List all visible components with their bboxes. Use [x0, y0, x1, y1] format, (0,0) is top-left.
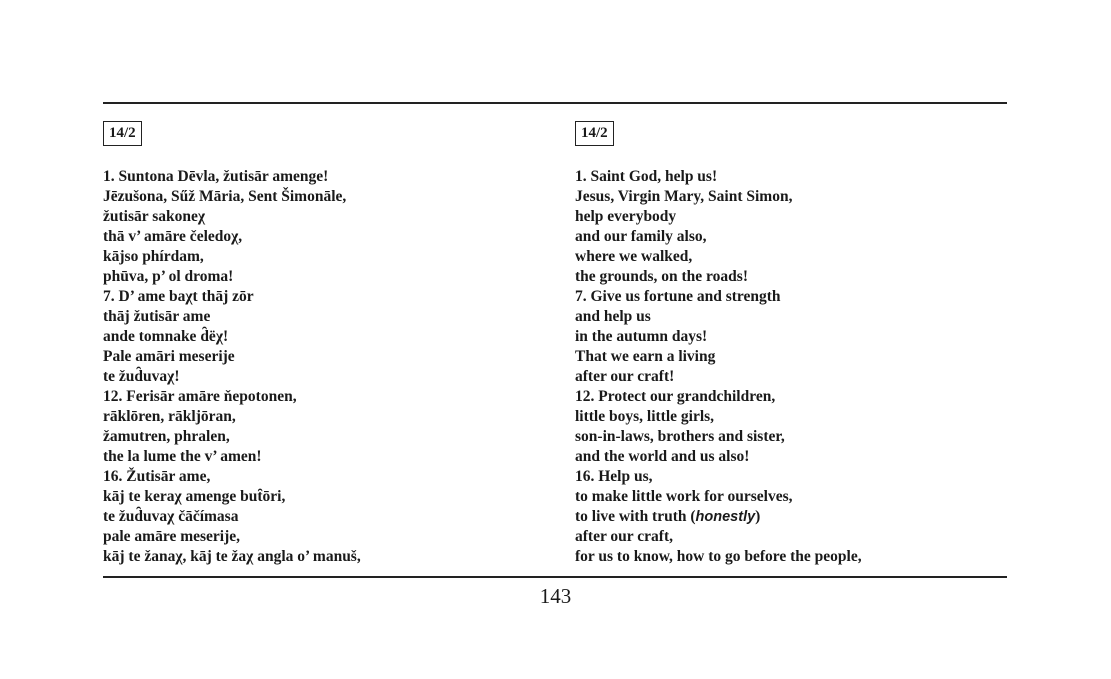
emphasis-text: honestly: [695, 509, 756, 525]
verse-line: 16. Help us,: [575, 468, 653, 485]
verse-line: in the autumn days!: [575, 328, 708, 345]
verse-line: That we earn a living: [575, 348, 716, 365]
verse-line: thāj žutisār ame: [103, 308, 211, 325]
verse-line: 16. Žutisār ame,: [103, 468, 211, 485]
song-number-label: 14/2: [575, 121, 614, 146]
verse-line: and the world and us also!: [575, 448, 750, 465]
verse-line: the grounds, on the roads!: [575, 268, 748, 285]
verse-line: help everybody: [575, 208, 677, 225]
verse-line: 1. Suntona Dēvla, žutisār amenge!: [103, 168, 329, 185]
verse-text: ): [755, 508, 761, 525]
verse-line: kāj te keraχ amenge but̑ōri,: [103, 488, 286, 505]
verse-line: te žud̑uvaχ!: [103, 368, 180, 385]
verse-line: pale amāre meserije,: [103, 528, 241, 545]
verse-line: 12. Ferisār amāre ňepotonen,: [103, 388, 297, 405]
verse-line: the la lume the v’ amen!: [103, 448, 262, 465]
verse-line: žamutren, phralen,: [103, 428, 230, 445]
verse-line: and help us: [575, 308, 651, 325]
verse-line: 7. Give us fortune and strength: [575, 288, 781, 305]
verse-line: after our craft!: [575, 368, 675, 385]
verse-line: 7. D’ ame baχt thāj zōr: [103, 288, 254, 305]
verse-line: Jesus, Virgin Mary, Saint Simon,: [575, 188, 793, 205]
verse-line: Jēzušona, Sűž Māria, Sent Šimonāle,: [103, 188, 347, 205]
verse-line: Pale amāri meserije: [103, 348, 235, 365]
verse-line: [575, 507, 1007, 527]
verse-line: žutisār sakoneχ: [103, 208, 206, 225]
verse-line: rāklōren, rākljōran,: [103, 408, 236, 425]
verse-line: and our family also,: [575, 228, 707, 245]
romani-verse-lines: [103, 167, 543, 567]
page-number: 143: [539, 584, 572, 608]
verse-line: kāj te žanaχ, kāj te žaχ angla o’ manuš,: [103, 548, 361, 565]
verse-line: phūva, p’ ol droma!: [103, 268, 234, 285]
verse-text: to live with truth (: [575, 508, 696, 525]
verse-line: 1. Saint God, help us!: [575, 168, 718, 185]
verse-line: son-in-laws, brothers and sister,: [575, 428, 785, 445]
verse-line: little boys, little girls,: [575, 408, 715, 425]
english-column: [575, 121, 1007, 567]
verse-line: for us to know, how to go before the people,: [575, 548, 862, 565]
verse-line: kājso phírdam,: [103, 248, 204, 265]
verse-line: after our craft,: [575, 528, 673, 545]
verse-line: ande tomnake d̑ëχ!: [103, 328, 229, 345]
verse-line: 12. Protect our grandchildren,: [575, 388, 776, 405]
verse-line: te žud̑uvaχ čāčímasa: [103, 508, 239, 525]
english-verse-lines: [575, 167, 1007, 567]
verse-line: where we walked,: [575, 248, 693, 265]
verse-line: to make little work for ourselves,: [575, 488, 793, 505]
bottom-rule: [103, 576, 1007, 578]
song-number-label: 14/2: [103, 121, 142, 146]
verse-line: thā v’ amāre čeledoχ,: [103, 228, 243, 245]
romani-column: [103, 121, 543, 567]
top-rule: [103, 102, 1007, 104]
